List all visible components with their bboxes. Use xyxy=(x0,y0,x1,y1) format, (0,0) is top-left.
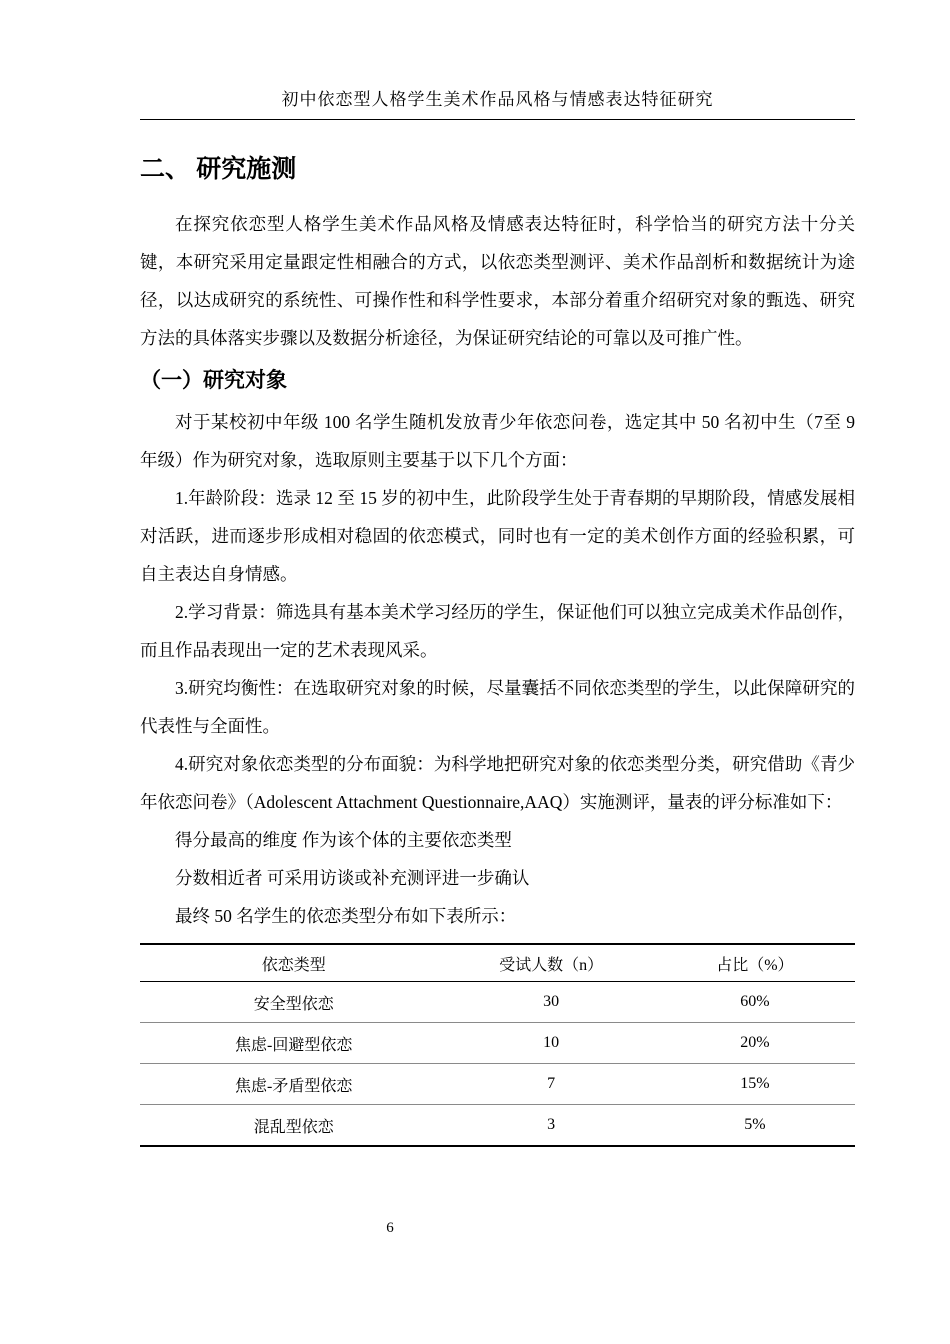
paragraph-study-background: 2.学习背景：筛选具有基本美术学习经历的学生，保证他们可以独立完成美术作品创作，而且作品表现出一定的艺术表现风采。 xyxy=(140,602,855,661)
paragraph-age-stage: 1.年龄阶段：选录 12 至 15 岁的初中生，此阶段学生处于青春期的早期阶段，情感发展相对活跃，进而逐步形成相对稳固的依恋模式，同时也有一定的美术创作方面的经验积累，可自主表达自身情感。 xyxy=(140,488,855,585)
table-row xyxy=(140,1064,855,1105)
table-row xyxy=(140,982,855,1023)
page-number: 6 xyxy=(386,1220,394,1236)
table-cell-type: 焦虑-矛盾型依恋 xyxy=(140,1064,447,1105)
header-title: 初中依恋型人格学生美术作品风格与情感表达特征研究 xyxy=(140,85,855,120)
paragraph-research-balance: 3.研究均衡性：在选取研究对象的时候，尽量囊括不同依恋类型的学生，以此保障研究的代表性与全面性。 xyxy=(140,678,855,737)
table-row xyxy=(140,1023,855,1064)
table-cell-pct: 5% xyxy=(655,1105,855,1147)
table-cell-count: 10 xyxy=(447,1023,654,1064)
table-cell-type: 安全型依恋 xyxy=(140,982,447,1023)
paragraph-scoring-rule-2: 分数相近者 可采用访谈或补充测评进一步确认 xyxy=(175,868,530,889)
page-header xyxy=(140,85,855,120)
table-cell-pct: 15% xyxy=(655,1064,855,1105)
paragraph-table-intro: 最终 50 名学生的依恋类型分布如下表所示： xyxy=(175,906,517,927)
table-cell-pct: 20% xyxy=(655,1023,855,1064)
page-footer xyxy=(0,1220,780,1237)
document-content xyxy=(140,154,855,1147)
subsection-heading: （一）研究对象 xyxy=(140,368,287,393)
intro-paragraph: 在探究依恋型人格学生美术作品风格及情感表达特征时，科学恰当的研究方法十分关键，本研究采用定量跟定性相融合的方式，以依恋类型测评、美术作品剖析和数据统计为途径，以达成研究的系统性、可操作性和科学性要求，本部分着重介绍研究对象的甄选、研究方法的具体落实步骤以及数据分析途径，为保证研究结论的可靠以及可推广性。 xyxy=(140,214,855,349)
table-body xyxy=(140,982,855,1147)
paragraph-scoring-rule-1: 得分最高的维度 作为该个体的主要依恋类型 xyxy=(175,830,512,851)
table-header-percentage: 占比（%） xyxy=(655,944,855,982)
table-cell-count: 3 xyxy=(447,1105,654,1147)
table-cell-type: 混乱型依恋 xyxy=(140,1105,447,1147)
table-header-subject-count: 受试人数（n） xyxy=(447,944,654,982)
table-cell-type: 焦虑-回避型依恋 xyxy=(140,1023,447,1064)
table-header-row xyxy=(140,944,855,982)
table-cell-pct: 60% xyxy=(655,982,855,1023)
attachment-type-table xyxy=(140,943,855,1147)
paragraph-attachment-distribution: 4.研究对象依恋类型的分布面貌：为科学地把研究对象的依恋类型分类，研究借助《青少年依恋问卷》（Adolescent Attachment Questionnaire,AAQ）实施测评，量表的评分标准如下： xyxy=(140,754,855,813)
table-head xyxy=(140,944,855,982)
table-row xyxy=(140,1105,855,1147)
paragraph-sample-selection: 对于某校初中年级 100 名学生随机发放青少年依恋问卷，选定其中 50 名初中生（7至 9 年级）作为研究对象，选取原则主要基于以下几个方面： xyxy=(140,412,855,471)
table-cell-count: 30 xyxy=(447,982,654,1023)
table-cell-count: 7 xyxy=(447,1064,654,1105)
section-heading: 二、 研究施测 xyxy=(140,156,297,183)
table-header-attachment-type: 依恋类型 xyxy=(140,944,447,982)
